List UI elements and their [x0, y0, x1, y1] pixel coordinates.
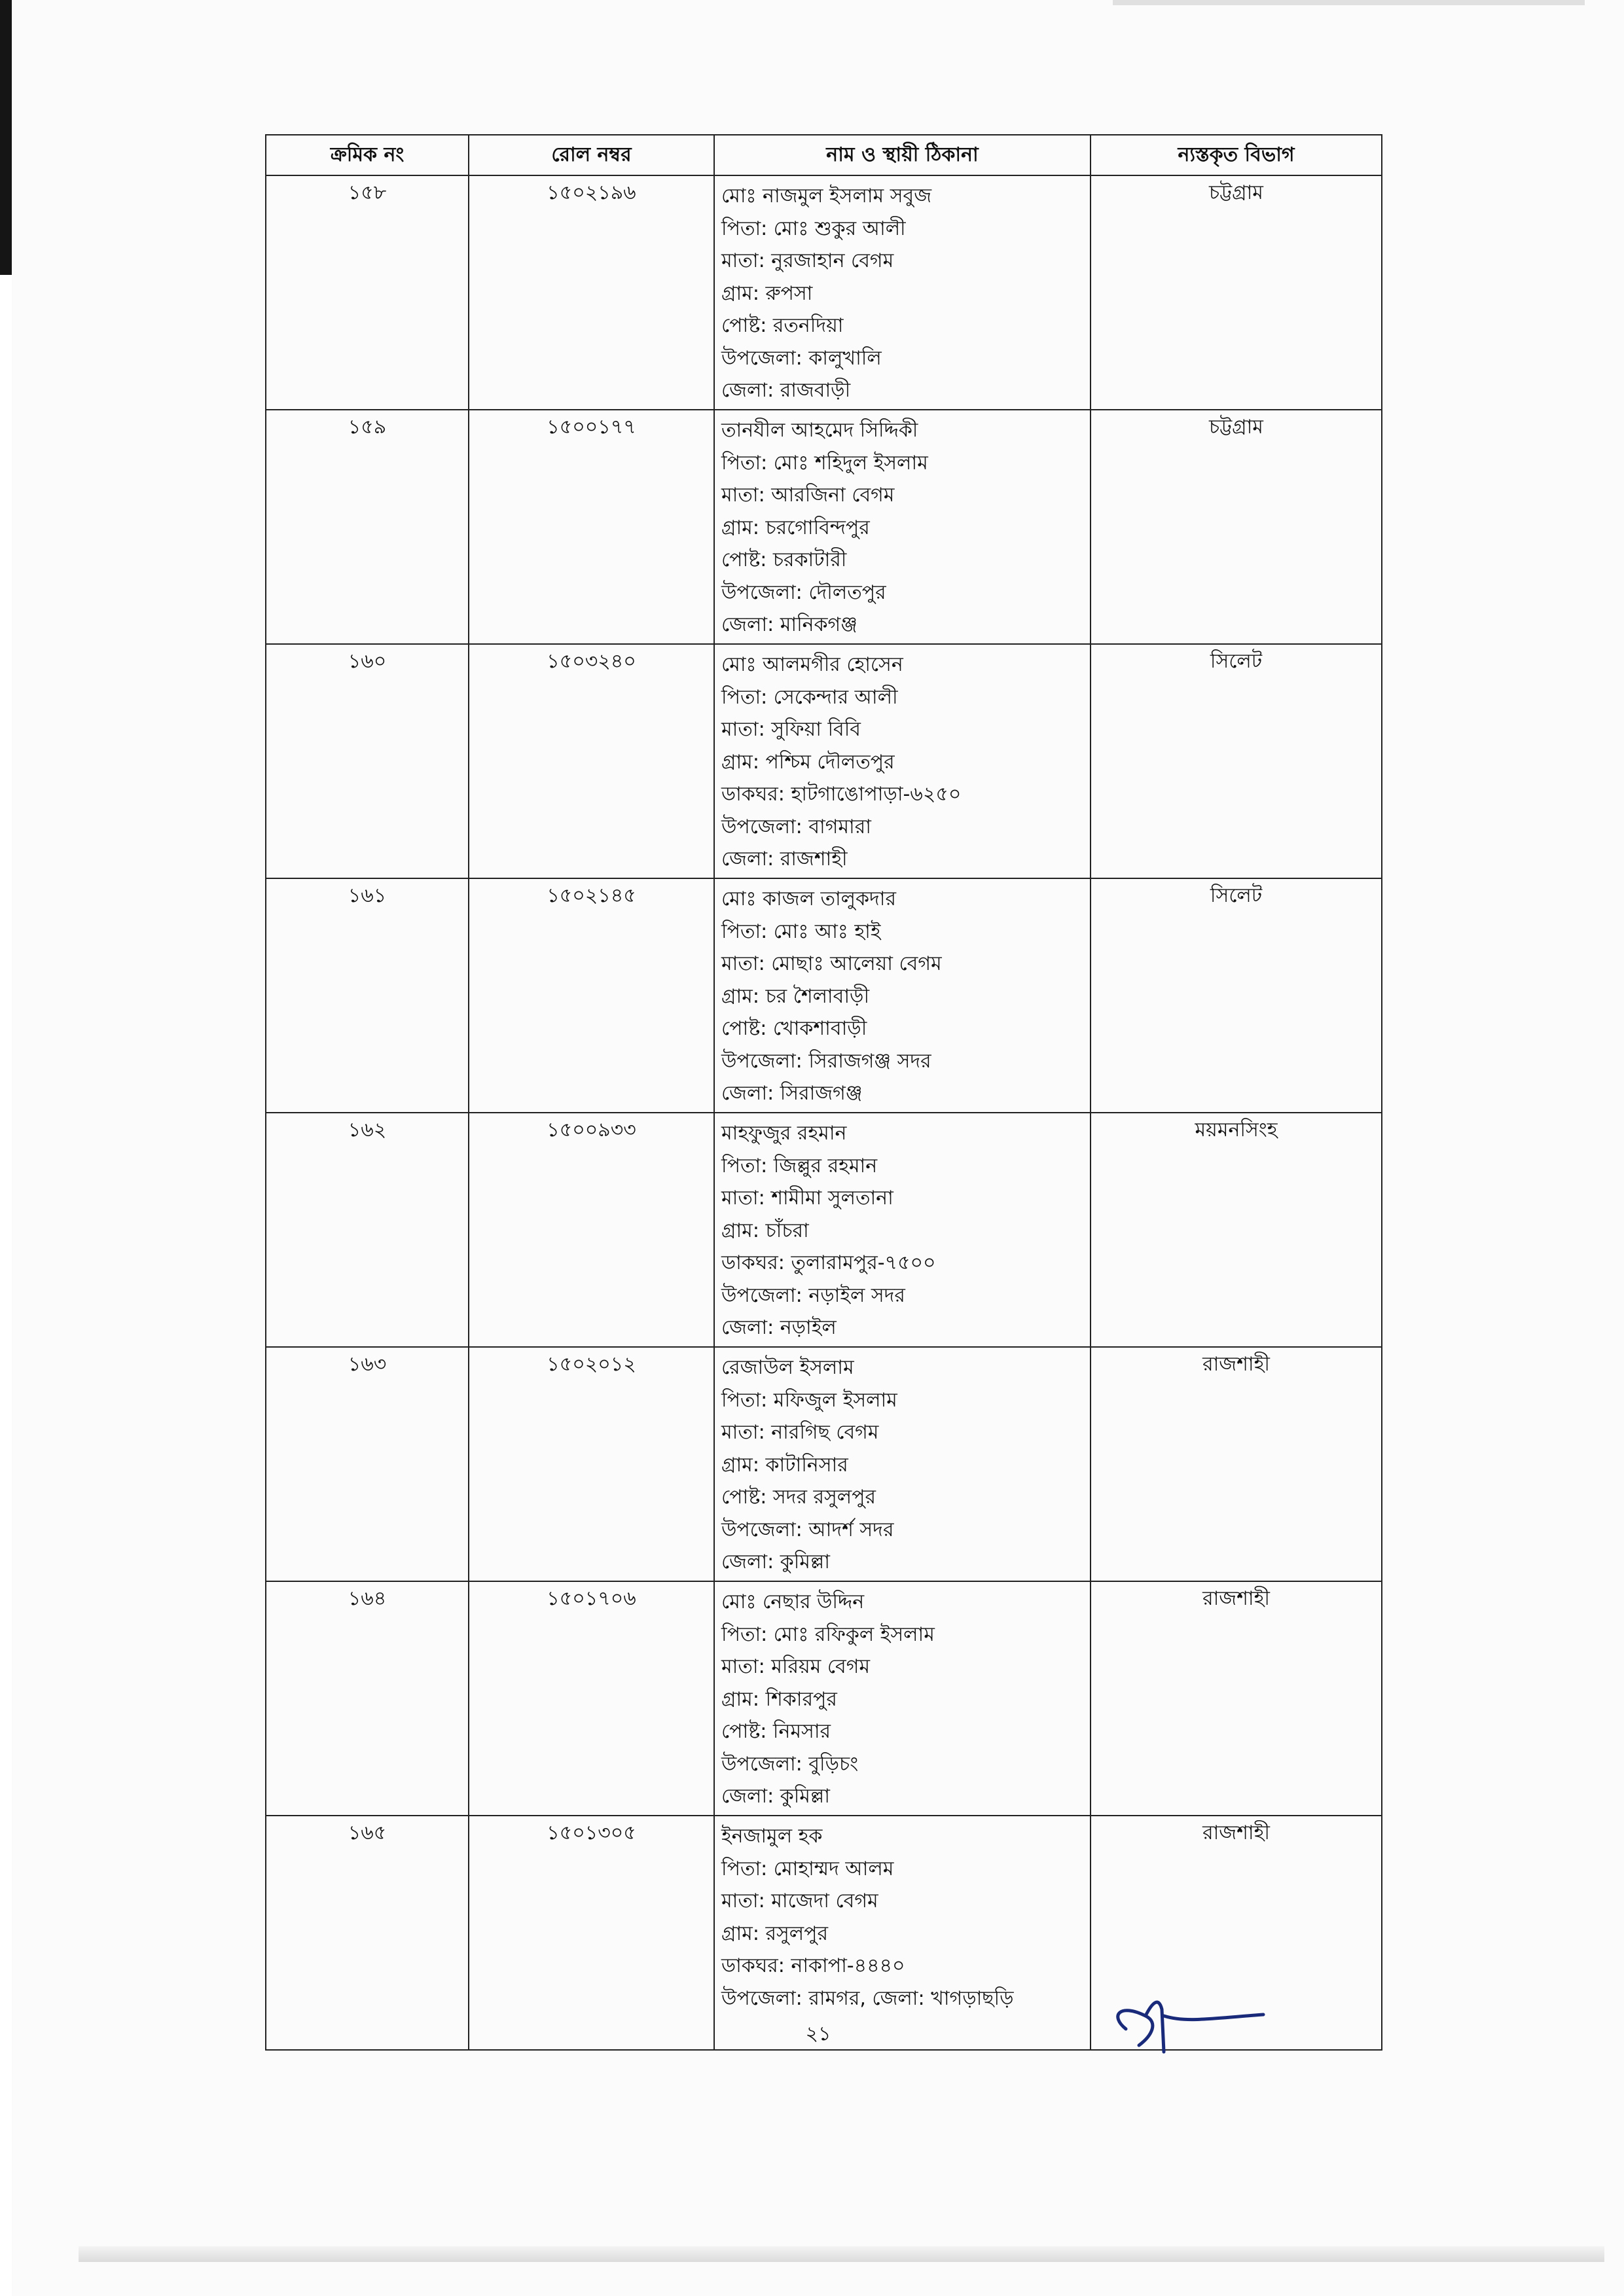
serial-cell: ১৬৪ [266, 1581, 469, 1816]
address-line: মাতা: সুফিয়া বিবি [721, 718, 861, 741]
address-line: জেলা: কুমিল্লা [721, 1551, 830, 1573]
roll-cell: ১৫০২১৪৫ [469, 878, 714, 1113]
address-line: মোঃ নেছার উদ্দিন [721, 1590, 865, 1613]
address-line: পোষ্ট: খোকশাবাড়ী [721, 1017, 867, 1040]
serial-cell: ১৬৫ [266, 1816, 469, 2050]
roll-cell: ১৫০১৩০৫ [469, 1816, 714, 2050]
name-address-cell [714, 410, 1091, 644]
roll-cell: ১৫০২১৯৬ [469, 175, 714, 410]
serial-cell: ১৬৩ [266, 1347, 469, 1581]
table-row [266, 410, 1382, 644]
roll-cell: ১৫০১৭০৬ [469, 1581, 714, 1816]
division-cell: রাজশাহী [1091, 1816, 1382, 2050]
table-row [266, 1347, 1382, 1581]
division-cell: সিলেট [1091, 644, 1382, 878]
division-cell: চট্টগ্রাম [1091, 175, 1382, 410]
address-line: পোষ্ট: চরকাটারী [721, 548, 847, 571]
address-line: গ্রাম: চর শৈলাবাড়ী [721, 984, 870, 1008]
division-cell: রাজশাহী [1091, 1581, 1382, 1816]
address-line: মাতা: আরজিনা বেগম [721, 484, 895, 507]
signature-mark [1106, 1990, 1276, 2055]
address-line: মাতা: নারগিছ বেগম [721, 1421, 879, 1444]
table-row [266, 878, 1382, 1113]
address-line: গ্রাম: রুপসা [721, 281, 813, 305]
address-line: মাতা: মোছাঃ আলেয়া বেগম [721, 952, 942, 975]
address-line: উপজেলা: রামগর, জেলা: খাগড়াছড়ি [721, 1986, 1014, 2010]
page-number: ২১ [805, 2022, 831, 2045]
serial-cell: ১৫৮ [266, 175, 469, 410]
address-line: তানযীল আহমেদ সিদ্দিকী [721, 419, 918, 442]
address-line: পিতা: সেকেন্দার আলী [721, 685, 898, 709]
address-line: উপজেলা: বুড়িচং [721, 1752, 859, 1776]
address-line: গ্রাম: চাঁচরা [721, 1219, 809, 1242]
address-line: গ্রাম: শিকারপুর [721, 1687, 837, 1711]
address-line: উপজেলা: দৌলতপুর [721, 581, 886, 604]
name-address-cell [714, 1816, 1091, 2050]
roll-cell: ১৫০০১৭৭ [469, 410, 714, 644]
name-address-cell [714, 1347, 1091, 1581]
header-serial: ক্রমিক নং [266, 135, 469, 175]
address-line: ডাকঘর: তুলারামপুর-৭৫০০ [721, 1251, 936, 1274]
table-row [266, 1113, 1382, 1347]
address-line: ডাকঘর: হাটগাঙোপাড়া-৬২৫০ [721, 783, 962, 806]
address-line: ডাকঘর: নাকাপা-৪৪৪০ [721, 1954, 905, 1977]
address-line: পিতা: মোঃ শহিদুল ইসলাম [721, 451, 928, 475]
division-cell: সিলেট [1091, 878, 1382, 1113]
roll-cell: ১৫০২০১২ [469, 1347, 714, 1581]
address-line: মাতা: শামীমা সুলতানা [721, 1187, 893, 1210]
address-line: জেলা: কুমিল্লা [721, 1785, 830, 1808]
address-line: মাতা: মরিয়ম বেগম [721, 1655, 871, 1678]
scan-bottom-edge [79, 2246, 1604, 2262]
address-line: রেজাউল ইসলাম [721, 1356, 854, 1379]
address-line: মোঃ কাজল তালুকদার [721, 888, 896, 910]
address-line: মোঃ নাজমুল ইসলাম সবুজ [721, 185, 932, 207]
address-line: মাতা: মাজেদা বেগম [721, 1890, 878, 1912]
serial-cell: ১৬২ [266, 1113, 469, 1347]
table-row [266, 1581, 1382, 1816]
address-line: জেলা: মানিকগঞ্জ [721, 613, 857, 636]
address-line: মোঃ আলমগীর হোসেন [721, 653, 903, 676]
serial-cell: ১৫৯ [266, 410, 469, 644]
roll-cell: ১৫০০৯৩৩ [469, 1113, 714, 1347]
header-name-address: নাম ও স্থায়ী ঠিকানা [714, 135, 1091, 175]
name-address-cell [714, 1581, 1091, 1816]
candidate-table [265, 134, 1382, 2051]
address-line: মাহফুজুর রহমান [721, 1122, 847, 1145]
address-line: পিতা: মোঃ শুকুর আলী [721, 217, 906, 240]
address-line: পিতা: মোঃ রফিকুল ইসলাম [721, 1623, 935, 1646]
address-line: পোষ্ট: নিমসার [721, 1720, 831, 1743]
serial-cell: ১৬০ [266, 644, 469, 878]
address-line: পিতা: মোঃ আঃ হাই [721, 920, 881, 943]
table-body [266, 175, 1382, 2050]
address-line: পোষ্ট: সদর রসুলপুর [721, 1486, 876, 1509]
address-line: ইনজামুল হক [721, 1825, 823, 1848]
address-line: জেলা: নড়াইল [721, 1316, 837, 1339]
name-address-cell [714, 878, 1091, 1113]
address-line: গ্রাম: কাটানিসার [721, 1453, 848, 1477]
serial-cell: ১৬১ [266, 878, 469, 1113]
header-division: ন্যস্তকৃত বিভাগ [1091, 135, 1382, 175]
roll-cell: ১৫০৩২৪০ [469, 644, 714, 878]
address-line: জেলা: রাজশাহী [721, 848, 848, 870]
name-address-cell [714, 644, 1091, 878]
name-address-cell [714, 175, 1091, 410]
address-line: পিতা: জিল্লুর রহমান [721, 1154, 878, 1177]
address-line: পিতা: মফিজুল ইসলাম [721, 1388, 897, 1412]
address-line: উপজেলা: বাগমারা [721, 815, 871, 838]
address-line: উপজেলা: সিরাজগঞ্জ সদর [721, 1049, 931, 1073]
table-row [266, 175, 1382, 410]
table-row [266, 644, 1382, 878]
address-line: গ্রাম: রসুলপুর [721, 1922, 829, 1945]
address-line: উপজেলা: নড়াইল সদর [721, 1283, 905, 1307]
address-line: উপজেলা: কালুখালি [721, 346, 882, 370]
address-line: উপজেলা: আদর্শ সদর [721, 1518, 894, 1541]
scan-top-edge [1113, 0, 1585, 5]
division-cell: ময়মনসিংহ [1091, 1113, 1382, 1347]
table-header-row [266, 135, 1382, 175]
address-line: জেলা: সিরাজগঞ্জ [721, 1082, 863, 1105]
address-line: পিতা: মোহাম্মদ আলম [721, 1857, 894, 1880]
address-line: জেলা: রাজবাড়ী [721, 379, 851, 402]
address-line: পোষ্ট: রতনদিয়া [721, 314, 844, 337]
address-line: গ্রাম: পশ্চিম দৌলতপুর [721, 750, 895, 774]
division-cell: রাজশাহী [1091, 1347, 1382, 1581]
address-line: গ্রাম: চরগোবিন্দপুর [721, 516, 870, 539]
address-line: মাতা: নুরজাহান বেগম [721, 249, 894, 272]
name-address-cell [714, 1113, 1091, 1347]
division-cell: চট্টগ্রাম [1091, 410, 1382, 644]
header-roll: রোল নম্বর [469, 135, 714, 175]
